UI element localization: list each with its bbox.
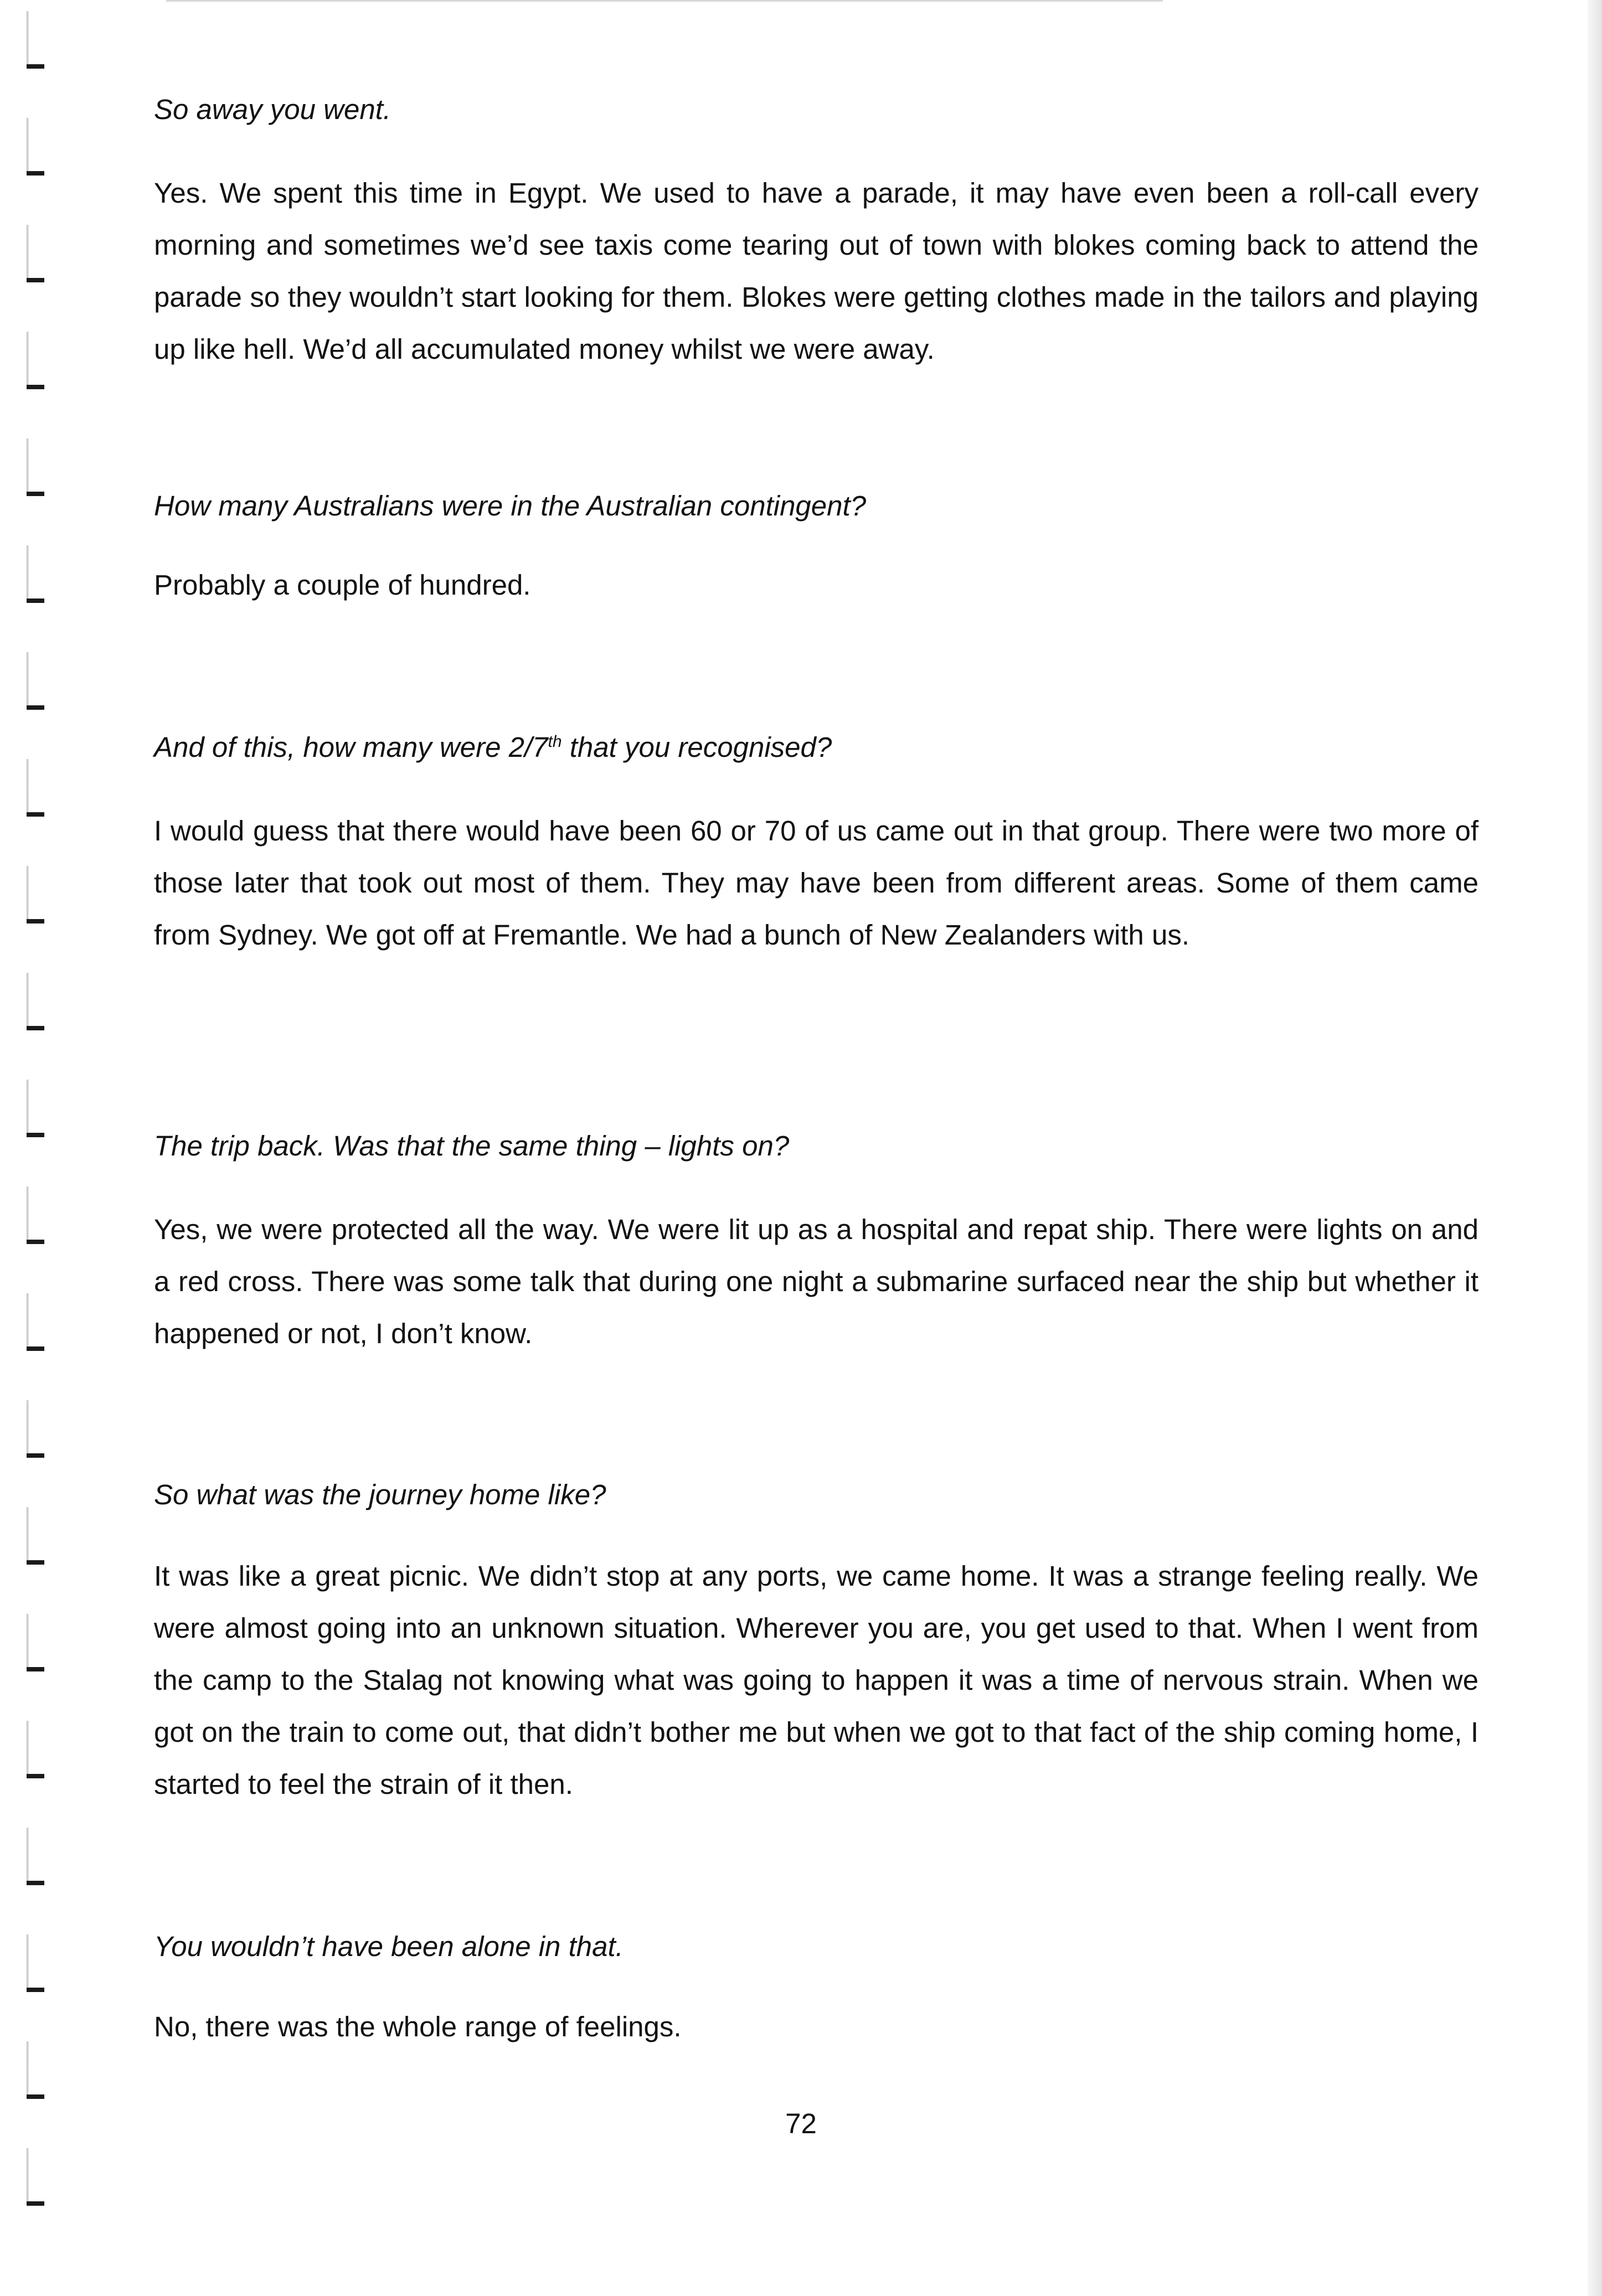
binding-ring-foot	[27, 385, 44, 389]
interviewer-question: So what was the journey home like?	[154, 1479, 606, 1510]
binding-ring-stem	[27, 1186, 29, 1242]
binding-ring	[23, 866, 48, 927]
binding-ring-foot	[27, 1133, 44, 1137]
binding-ring-stem	[27, 1828, 29, 1883]
interviewer-question	[154, 731, 1479, 764]
interviewee-answer: Probably a couple of hundred.	[154, 569, 531, 601]
binding-ring-stem	[27, 866, 29, 921]
binding-ring-stem	[27, 11, 29, 66]
binding-ring	[23, 1614, 48, 1675]
binding-ring	[23, 225, 48, 286]
binding-ring-stem	[27, 1934, 29, 1990]
binding-ring-stem	[27, 1507, 29, 1562]
binding-ring-foot	[27, 278, 44, 282]
binding-ring-foot	[27, 492, 44, 496]
interviewee-answer: Yes, we were protected all the way. We were lit up as a hospital and repat ship. There were lights on and a red cross. There was some talk that during one night a submarine surfaced near the ship but whether it happened or not, I don’t know.	[154, 1214, 1479, 1349]
binding-ring-stem	[27, 652, 29, 708]
binding-ring-foot	[27, 705, 44, 710]
page-right-edge-shadow	[1588, 0, 1602, 2296]
binding-ring-foot	[27, 919, 44, 923]
binding-ring	[23, 332, 48, 393]
binding-ring-foot	[27, 1026, 44, 1030]
binding-ring	[23, 2041, 48, 2102]
binding-ring	[23, 118, 48, 179]
binding-ring	[23, 1400, 48, 1461]
binding-ring-foot	[27, 1560, 44, 1565]
binding-ring	[23, 11, 48, 72]
binding-ring	[23, 1507, 48, 1568]
binding-ring-foot	[27, 171, 44, 176]
interviewee-answer: I would guess that there would have been 60 or 70 of us came out in that group. There were two more of those later that took out most of them. They may have been from different areas. Some of them came from Sydney. We got off at Fremantle. We had a bunch of New Zealanders with us.	[154, 815, 1479, 951]
interviewer-question: So away you went.	[154, 94, 392, 125]
binding-ring-foot	[27, 1988, 44, 1992]
binding-ring-stem	[27, 1614, 29, 1669]
binding-ring	[23, 1080, 48, 1141]
binding-ring-stem	[27, 1080, 29, 1135]
binding-ring-stem	[27, 2041, 29, 2097]
binding-ring-stem	[27, 438, 29, 494]
binding-ring-foot	[27, 1774, 44, 1778]
binding-ring-foot	[27, 2094, 44, 2099]
interviewee-answer: No, there was the whole range of feelings.	[154, 2011, 682, 2042]
binding-ring	[23, 1721, 48, 1782]
binding-ring-foot	[27, 812, 44, 817]
binding-ring-stem	[27, 973, 29, 1028]
binding-ring	[23, 652, 48, 713]
binding-ring-foot	[27, 598, 44, 603]
binding-ring	[23, 1293, 48, 1354]
binding-ring-foot	[27, 1667, 44, 1671]
binding-ring-stem	[27, 332, 29, 387]
ring-binding	[23, 0, 56, 2296]
interviewer-question: The trip back. Was that the same thing – lights on?	[154, 1130, 790, 1162]
binding-ring	[23, 1934, 48, 1995]
binding-ring	[23, 438, 48, 499]
binding-ring-foot	[27, 64, 44, 69]
binding-ring-stem	[27, 1721, 29, 1776]
binding-ring-stem	[27, 1293, 29, 1349]
binding-ring	[23, 759, 48, 820]
binding-ring-stem	[27, 2148, 29, 2204]
binding-ring	[23, 1186, 48, 1247]
binding-ring	[23, 545, 48, 606]
binding-ring	[23, 973, 48, 1034]
page-top-edge	[166, 0, 1163, 2]
question-text: And of this, how many were 2/7	[154, 731, 548, 763]
binding-ring-stem	[27, 759, 29, 814]
binding-ring-stem	[27, 545, 29, 601]
binding-ring-foot	[27, 1453, 44, 1458]
binding-ring-foot	[27, 2201, 44, 2206]
binding-ring-stem	[27, 118, 29, 173]
binding-ring	[23, 2148, 48, 2209]
binding-ring	[23, 1828, 48, 1889]
binding-ring-stem	[27, 225, 29, 280]
page-number: 72	[785, 2108, 817, 2139]
binding-ring-foot	[27, 1346, 44, 1351]
binding-ring-foot	[27, 1240, 44, 1244]
question-text: that you recognised?	[562, 731, 832, 763]
interviewer-question: You wouldn’t have been alone in that.	[154, 1931, 624, 1962]
interviewee-answer: It was like a great picnic. We didn’t stop at any ports, we came home. It was a strange feeling really. We were almost going into an unknown situation. Wherever you are, you get used to that. When I went from the camp to the Stalag not knowing what was going to happen it was a time of nervous strain. When we got on the train to come out, that didn’t bother me but when we got to that fact of the ship coming home, I started to feel the strain of it then.	[154, 1560, 1479, 1800]
ordinal-suffix: th	[548, 732, 562, 751]
interviewer-question: How many Australians were in the Australian contingent?	[154, 490, 867, 522]
binding-ring-stem	[27, 1400, 29, 1456]
interviewee-answer: Yes. We spent this time in Egypt. We used to have a parade, it may have even been a roll-call every morning and sometimes we’d see taxis come tearing out of town with blokes coming back to attend the parade so they wouldn’t start looking for them. Blokes were getting clothes made in the tailors and playing up like hell. We’d all accumulated money whilst we were away.	[154, 177, 1479, 365]
binding-ring-foot	[27, 1881, 44, 1885]
